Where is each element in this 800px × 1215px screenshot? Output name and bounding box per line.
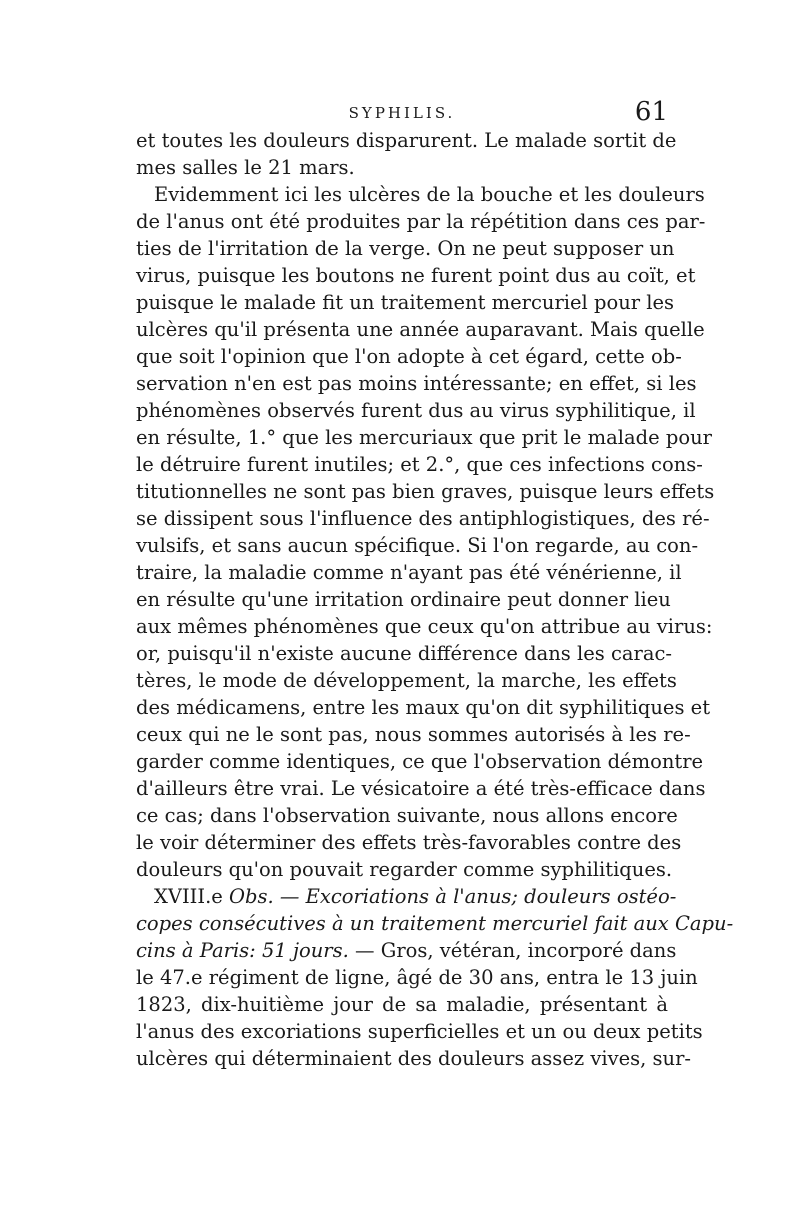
text-line: ties de l'irritation de la verge. On ne peut supposer un [136, 237, 675, 260]
text-line: or, puisqu'il n'existe aucune différence dans les carac- [136, 642, 672, 665]
text-line [136, 883, 677, 910]
text-line [136, 937, 677, 964]
text-line: de l'anus ont été produites par la répétition dans ces par- [136, 210, 706, 233]
text-line: 1823, dix-huitième jour de sa maladie, présentant à [136, 993, 668, 1016]
text-line: se dissipent sous l'influence des antiphlogistiques, des ré- [136, 507, 710, 530]
text-line: que soit l'opinion que l'on adopte à cet égard, cette ob- [136, 345, 682, 368]
text-line: puisque le malade fit un traitement mercuriel pour les [136, 291, 675, 314]
page-number: 61 [634, 97, 668, 127]
italic-text: cins à Paris: 51 jours. [136, 939, 349, 962]
running-title: SYPHILIS. [348, 104, 456, 122]
text-line: l'anus des excoriations superficielles et un ou deux petits [136, 1020, 703, 1043]
text-line: servation n'en est pas moins intéressante; en effet, si les [136, 372, 697, 395]
text-line: douleurs qu'on pouvait regarder comme syphilitiques. [136, 858, 673, 881]
italic-text: Obs. — Excoriations à l'anus; douleurs ostéo- [229, 885, 677, 908]
text-line: en résulte, 1.° que les mercuriaux que prit le malade pour [136, 426, 712, 449]
text-line: en résulte qu'une irritation ordinaire peut donner lieu [136, 588, 671, 611]
text-segment: — Gros, vétéran, incorporé dans [348, 939, 677, 962]
text-line: traire, la maladie comme n'ayant pas été vénérienne, il [136, 561, 682, 584]
text-line: ulcères qu'il présenta une année auparavant. Mais quelle [136, 318, 705, 341]
text-line: le voir déterminer des effets très-favorables contre des [136, 831, 682, 854]
text-line: tères, le mode de développement, la marche, les effets [136, 669, 677, 692]
text-line: mes salles le 21 mars. [136, 156, 355, 179]
text-line [136, 910, 734, 937]
text-line: Evidemment ici les ulcères de la bouche et les douleurs [154, 183, 705, 206]
italic-text: copes consécutives à un traitement mercuriel fait aux Capu- [136, 912, 734, 935]
text-line: le détruire furent inutiles; et 2.°, que ces infections cons- [136, 453, 703, 476]
text-line: ulcères qui déterminaient des douleurs assez vives, sur- [136, 1047, 692, 1070]
text-line: ce cas; dans l'observation suivante, nous allons encore [136, 804, 678, 827]
text-line: des médicamens, entre les maux qu'on dit syphilitiques et [136, 696, 711, 719]
body-text [136, 127, 734, 1072]
text-line: vulsifs, et sans aucun spécifique. Si l'on regarde, au con- [136, 534, 699, 557]
text-line: titutionnelles ne sont pas bien graves, puisque leurs effets [136, 480, 715, 503]
text-line: d'ailleurs être vrai. Le vésicatoire a été très-efficace dans [136, 777, 706, 800]
text-line: virus, puisque les boutons ne furent point dus au coït, et [136, 264, 696, 287]
page-header [136, 97, 668, 130]
text-line: ceux qui ne le sont pas, nous sommes autorisés à les re- [136, 723, 691, 746]
text-line: le 47.e régiment de ligne, âgé de 30 ans, entra le 13 juin [136, 966, 698, 989]
text-line: phénomènes observés furent dus au virus syphilitique, il [136, 399, 696, 422]
text-line: aux mêmes phénomènes que ceux qu'on attribue au virus: [136, 615, 713, 638]
text-segment: XVIII.e [154, 885, 230, 908]
text-line: et toutes les douleurs disparurent. Le malade sortit de [136, 129, 677, 152]
text-line: garder comme identiques, ce que l'observation démontre [136, 750, 704, 773]
